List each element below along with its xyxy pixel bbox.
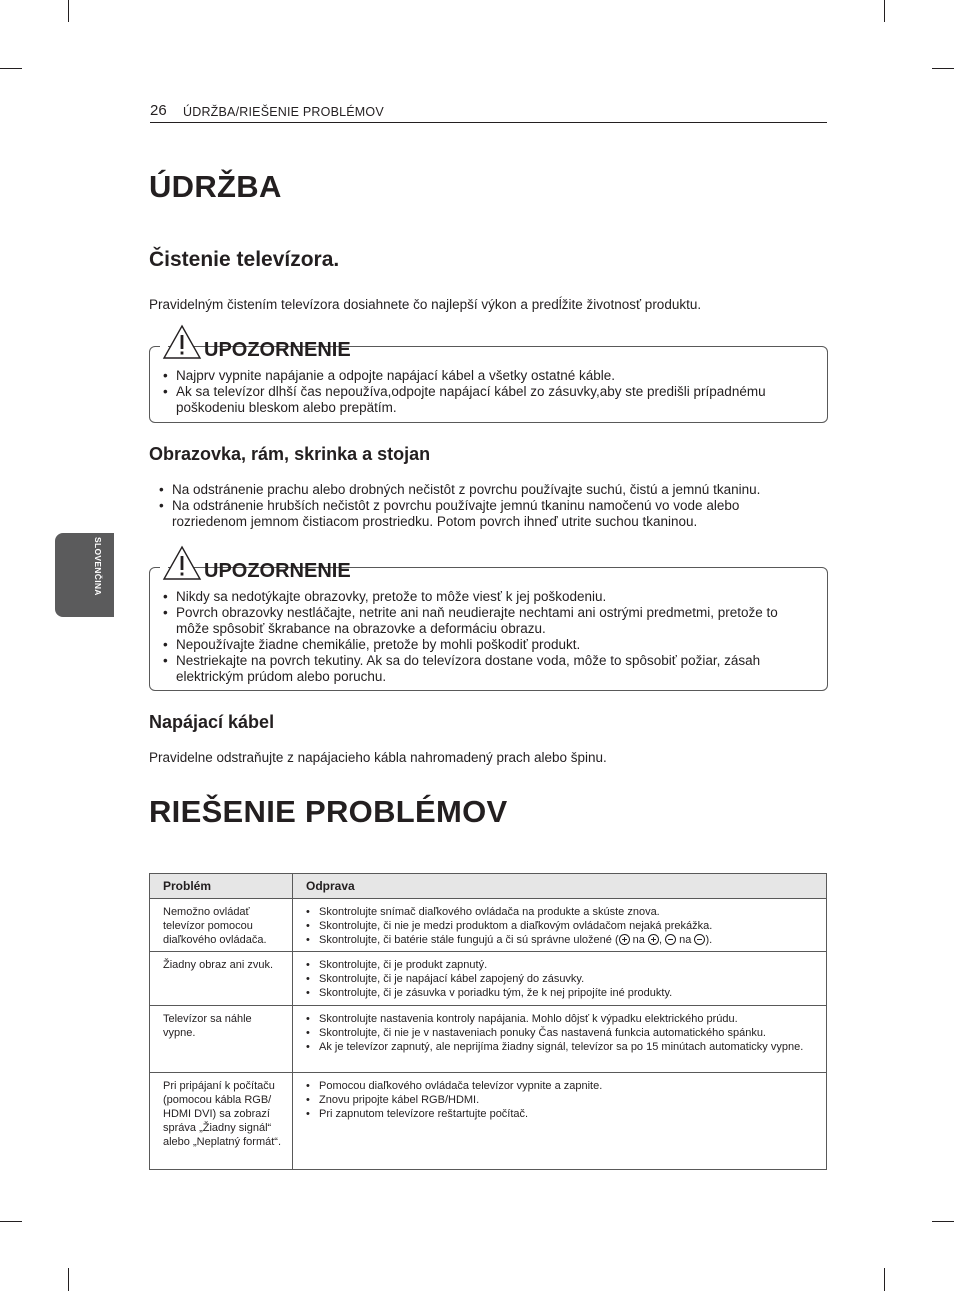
warning-title: UPOZORNENIE xyxy=(204,339,351,361)
page-number: 26 xyxy=(150,102,167,119)
fix-cell xyxy=(293,1006,827,1073)
cable-heading: Napájací kábel xyxy=(149,712,275,732)
list-item: • Nikdy sa nedotýkajte obrazovky, pretože to môže viesť k jej poškodeniu. xyxy=(162,589,814,605)
warning-header xyxy=(160,322,351,362)
list-item: • Skontrolujte, či je napájací kábel zapojený do zásuvky. xyxy=(306,972,820,986)
column-header-problem: Problém xyxy=(150,874,293,899)
list-item: • Nestriekajte na povrch tekutiny. Ak sa do televízora dostane voda, môže to spôsobiť požiar, zásah elektrickým prúdom alebo poruchu. xyxy=(162,653,814,685)
list-item: • Najprv vypnite napájanie a odpojte napájací kábel a všetky ostatné káble. xyxy=(162,368,822,384)
list-item: • Skontrolujte, či je zásuvka v poriadku tým, že k nej pripojíte iné produkty. xyxy=(306,986,820,1000)
problem-cell: Žiadny obraz ani zvuk. xyxy=(150,952,293,1006)
list-item: • Skontrolujte snímač diaľkového ovládača na produkte a skúste znova. xyxy=(306,905,820,919)
list-item: • Pomocou diaľkového ovládača televízor vypnite a zapnite. xyxy=(306,1079,820,1093)
fix-cell xyxy=(293,899,827,952)
troubleshooting-table xyxy=(149,873,827,1170)
list-item: • Na odstránenie hrubších nečistôt z povrchu používajte jemnú tkaninu namočenú vo vode alebo rozriedenom jemnom čistiacom prostriedku. Potom povrch ihneď utrite suchou tkaninou. xyxy=(158,498,818,530)
list-item: • Skontrolujte, či nie je v nastaveniach ponuky Čas nastavená funkcia automatického spánku. xyxy=(306,1026,820,1040)
crop-mark xyxy=(884,1268,885,1291)
cable-text: Pravidelne odstraňujte z napájacieho kábla nahromadený prach alebo špinu. xyxy=(149,750,607,765)
screen-care-list xyxy=(158,482,818,530)
minus-circle-icon xyxy=(665,934,676,945)
crop-mark xyxy=(0,68,22,69)
section-title: ÚDRŽBA/RIEŠENIE PROBLÉMOV xyxy=(183,105,384,119)
list-item: • Na odstránenie prachu alebo drobných nečistôt z povrchu používajte suchú, čistú a jemnú tkaninu. xyxy=(158,482,818,498)
list-item: • Skontrolujte, či nie je medzi produktom a diaľkovým ovládačom nejaká prekážka. xyxy=(306,919,820,933)
running-header xyxy=(150,102,827,123)
table-header-row xyxy=(150,874,827,899)
screen-heading: Obrazovka, rám, skrinka a stojan xyxy=(149,444,431,464)
minus-circle-icon xyxy=(694,934,705,945)
warning-list xyxy=(162,589,814,685)
list-item: • Skontrolujte nastavenia kontroly napájania. Mohlo dôjsť k výpadku elektrického prúdu. xyxy=(306,1012,820,1026)
list-item: • Znovu pripojte kábel RGB/HDMI. xyxy=(306,1093,820,1107)
crop-mark xyxy=(884,0,885,22)
crop-mark xyxy=(68,1268,69,1291)
warning-list xyxy=(162,368,822,416)
troubleshooting-title: RIEŠENIE PROBLÉMOV xyxy=(149,794,508,829)
crop-mark xyxy=(932,1221,954,1222)
fix-cell xyxy=(293,1073,827,1170)
list-item: • Pri zapnutom televízore reštartujte počítač. xyxy=(306,1107,820,1121)
list-item: • Skontrolujte, či je produkt zapnutý. xyxy=(306,958,820,972)
battery-text: ). xyxy=(705,934,713,946)
fix-cell xyxy=(293,952,827,1006)
maintenance-title: ÚDRŽBA xyxy=(149,169,282,204)
language-label: SLOVENČINA xyxy=(93,537,103,596)
problem-cell: Pri pripájaní k počítaču (pomocou kábla RGB/ HDMI DVI) sa zobrazí správa „Žiadny signál“ alebo „Neplatný formát“. xyxy=(150,1073,293,1170)
problem-cell: Nemožno ovládať televízor pomocou diaľkového ovládača. xyxy=(150,899,293,952)
list-item: • Povrch obrazovky nestláčajte, netrite ani naň neudierajte nechtami ani ostrými predmetmi, pretože to môže spôsobiť škrabance na obrazovke a deformáciu obrazu. xyxy=(162,605,814,637)
crop-mark xyxy=(0,1221,22,1222)
plus-circle-icon xyxy=(619,934,630,945)
table-row xyxy=(150,899,827,952)
table-row xyxy=(150,1073,827,1170)
cleaning-heading: Čistenie televízora. xyxy=(149,248,340,271)
table-row xyxy=(150,1006,827,1073)
table-row xyxy=(150,952,827,1006)
warning-triangle-icon xyxy=(162,545,202,581)
plus-circle-icon xyxy=(648,934,659,945)
battery-text: , xyxy=(658,934,666,946)
crop-mark xyxy=(68,0,69,22)
warning-title: UPOZORNENIE xyxy=(204,560,351,582)
battery-text: na xyxy=(676,934,695,946)
battery-text: Skontrolujte, či batérie stále fungujú a či sú správne uložené ( xyxy=(319,934,619,946)
battery-text: na xyxy=(629,934,648,946)
warning-triangle-icon xyxy=(162,324,202,360)
list-item xyxy=(306,933,820,947)
list-item: • Ak sa televízor dlhší čas nepoužíva,odpojte napájací kábel zo zásuvky,aby ste predišli prípadnému poškodeniu bleskom alebo prepätím. xyxy=(162,384,822,416)
crop-mark xyxy=(932,68,954,69)
list-item: • Nepoužívajte žiadne chemikálie, pretože by mohli poškodiť produkt. xyxy=(162,637,814,653)
list-item: • Ak je televízor zapnutý, ale neprijíma žiadny signál, televízor sa po 15 minútach automaticky vypne. xyxy=(306,1040,820,1054)
problem-cell: Televízor sa náhle vypne. xyxy=(150,1006,293,1073)
warning-header xyxy=(160,543,351,583)
language-side-tab xyxy=(55,533,114,617)
column-header-fix: Odprava xyxy=(293,874,827,899)
cleaning-intro: Pravidelným čistením televízora dosiahnete čo najlepší výkon a predĺžite životnosť produktu. xyxy=(149,297,702,312)
